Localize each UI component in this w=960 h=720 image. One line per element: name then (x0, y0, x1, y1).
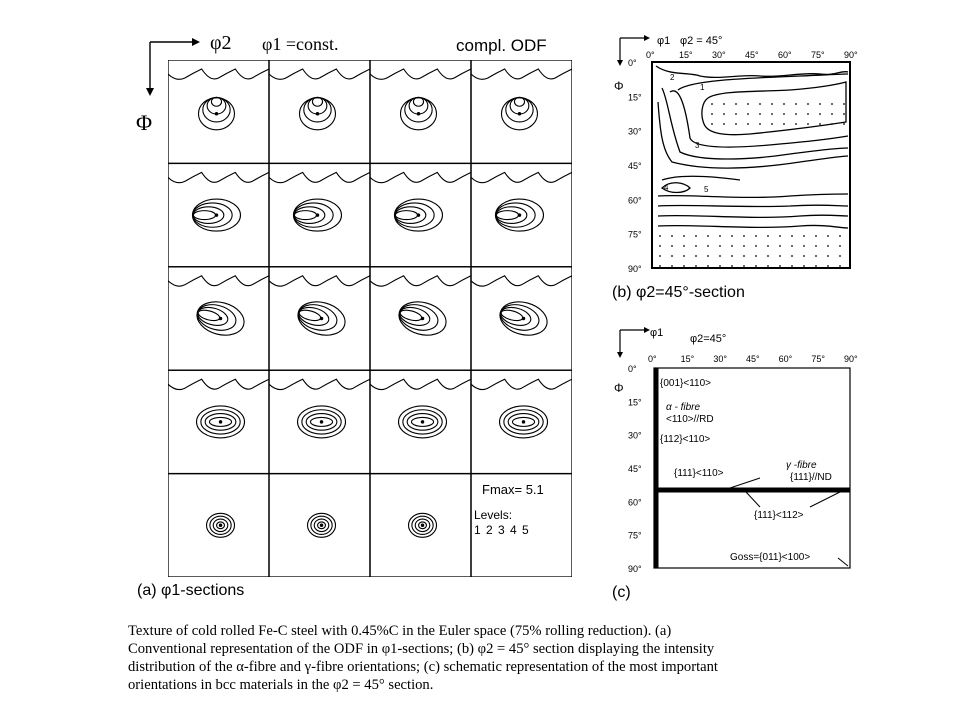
phi1-section-cell (168, 370, 269, 473)
contour-4b (662, 176, 740, 180)
panel-c-x-tick: 90° (844, 354, 858, 364)
phi1-const-label: φ1 =const. (262, 34, 339, 54)
contour-high-region (702, 82, 846, 135)
phi1-section-cell (370, 267, 471, 370)
label-alpha-fibre: α - fibre (666, 402, 701, 413)
phi1-section-cell (370, 60, 471, 163)
label-goss: Goss={011}<100> (730, 552, 811, 563)
contour-3 (670, 91, 848, 147)
panel-c-Phi: Φ (614, 381, 624, 395)
panel-a-label: (a) φ1-sections (137, 582, 245, 599)
caption-line-4: orientations in bcc materials in the φ2 = 45° section. (128, 677, 434, 693)
caption-line-3: distribution of the α-fibre and γ-fibre orientations; (c) schematic representation of the most important (128, 659, 718, 675)
phi1-section-cell (269, 370, 370, 473)
panel-c-y-tick: 75° (628, 530, 642, 541)
contour-4c (658, 194, 848, 197)
panel-b-x-tick: 90° (844, 50, 858, 60)
phi1-section-cell (269, 60, 370, 163)
panel-c-phi1: φ1 (650, 327, 664, 339)
figure-caption (128, 622, 863, 694)
label-112-110: {112}<110> (660, 434, 711, 445)
Phi-axis-label: Φ (136, 110, 153, 135)
panel-c-y-tick: 60° (628, 497, 642, 508)
phi1-section-cell (269, 163, 370, 266)
caption-line-1: Texture of cold rolled Fe-C steel with 0.45%C in the Euler space (75% rolling reduction). (a) (128, 623, 672, 639)
phi1-section-cell (471, 60, 572, 163)
label-gamma-dir: {111}//ND (790, 472, 832, 483)
levels-values: 1 2 3 4 5 (474, 523, 530, 537)
phi1-section-cell (168, 60, 269, 163)
phi1-section-cell (168, 163, 269, 266)
phi1-section-cell (370, 163, 471, 266)
contour-level-label: 3 (695, 141, 700, 150)
contour-level-label: 4 (664, 183, 669, 192)
phi1-section-cell (370, 474, 471, 577)
phi1-section-cell (168, 267, 269, 370)
levels-label: Levels: (474, 508, 513, 522)
contour-level-label: 1 (700, 83, 705, 92)
panel-b-x-tick: 0° (646, 50, 655, 60)
panel-c-phi2: φ2=45° (690, 333, 727, 345)
panel-b-y-tick: 0° (628, 58, 637, 68)
phi1-section-cell (269, 267, 370, 370)
label-001-110: {001}<110> (660, 378, 711, 389)
phi1-section-cell (269, 474, 370, 577)
panel-b-y-tick: 30° (628, 126, 642, 137)
panel-b-section (600, 30, 860, 290)
panel-c-label: (c) (612, 584, 631, 601)
panel-b-y-tick: 15° (628, 92, 642, 103)
contour-level-label: 5 (704, 185, 709, 194)
label-gamma-fibre: γ -fibre (786, 460, 817, 471)
contour-1b (658, 225, 848, 228)
panel-c-schematic (600, 322, 860, 582)
panel-b-y-tick: 60° (628, 195, 642, 206)
panel-c-y-tick: 0° (628, 364, 637, 374)
phi1-sections-grid (168, 60, 572, 577)
phi2-axis-label: φ2 (210, 32, 232, 54)
panel-b-y-tick: 75° (628, 229, 642, 240)
phi1-section-cell (471, 163, 572, 266)
fmax-label: Fmax= 5.1 (482, 482, 544, 497)
panel-c-x-tick: 30° (713, 354, 727, 364)
caption-line-2: Conventional representation of the ODF in φ1-sections; (b) φ2 = 45° section displaying the intensity (128, 641, 715, 657)
phi1-section-cell (471, 370, 572, 473)
panel-b-x-tick: 45° (745, 50, 759, 60)
panel-c-x-tick: 15° (680, 354, 695, 364)
panel-c-x-tick: 0° (648, 354, 657, 364)
panel-b-Phi: Φ (614, 79, 624, 93)
panel-b-phi1: φ1 (657, 35, 671, 47)
panel-b-x-tick: 15° (679, 50, 693, 60)
panel-b-y-tick: 45° (628, 161, 642, 171)
panel-c-x-tick: 60° (778, 354, 793, 364)
panel-b-phi2: φ2 = 45° (680, 35, 723, 47)
phi1-section-cell (471, 267, 572, 370)
panel-c-x-tick: 45° (746, 354, 760, 364)
panel-b-x-tick: 60° (778, 50, 792, 60)
contour-3b (658, 205, 848, 206)
panel-b-x-tick: 75° (811, 50, 825, 60)
panel-b-y-tick: 90° (628, 264, 642, 274)
panel-c-y-tick: 15° (628, 397, 642, 408)
contour-2b (658, 215, 848, 217)
contour-level-label: 2 (670, 73, 675, 82)
phi1-section-cell (168, 474, 269, 577)
label-111-110: {111}<110> (674, 468, 724, 479)
panel-c-y-tick: 30° (628, 430, 642, 441)
panel-b-label: (b) φ2=45°-section (612, 284, 745, 301)
panel-c-y-tick: 90° (628, 564, 642, 574)
label-alpha-dir: <110>//RD (666, 414, 714, 425)
phi1-section-cell (370, 370, 471, 473)
panel-c-y-tick: 45° (628, 464, 642, 474)
panel-c-x-tick: 75° (811, 354, 825, 364)
panel-a-title: compl. ODF (456, 36, 547, 55)
label-111-112: {111}<112> (754, 510, 804, 521)
panel-b-x-tick: 30° (712, 50, 726, 60)
